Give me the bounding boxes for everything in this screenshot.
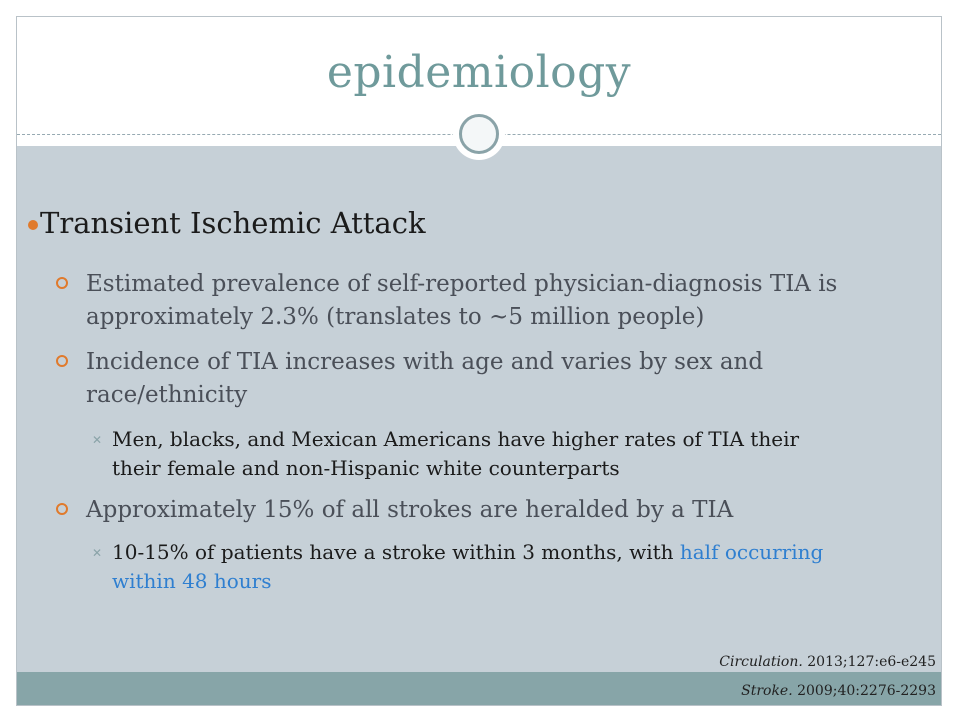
slide-title: epidemiology xyxy=(326,47,632,98)
ring-bullet-icon xyxy=(56,503,68,515)
sub-bullet-prevalence xyxy=(56,268,856,334)
stroke-risk-text: 10-15% of patients have a stroke within 3 months, with xyxy=(112,540,680,564)
sub-bullet-text: Approximately 15% of all strokes are heralded by a TIA xyxy=(86,497,734,523)
highlight-text: half occurring within 48 hours xyxy=(112,540,824,593)
citation-journal: Stroke. xyxy=(741,683,793,699)
sub-bullet-heralded xyxy=(56,494,856,527)
ring-bullet-icon xyxy=(56,277,68,289)
sub-sub-bullet-text: Men, blacks, and Mexican Americans have higher rates of TIA their their female and non-Hispanic white counterparts xyxy=(112,427,800,480)
main-heading: Transient Ischemic Attack xyxy=(40,206,426,240)
sub-bullet-text: Estimated prevalence of self-reported physician-diagnosis TIA is approximately 2.3% (translates to ~5 million people) xyxy=(86,271,838,330)
sub-sub-bullet-text xyxy=(92,538,852,596)
sub-bullet-incidence xyxy=(56,346,856,412)
sub-bullet-text: Incidence of TIA increases with age and varies by sex and race/ethnicity xyxy=(86,349,764,408)
citation-circulation xyxy=(719,654,936,670)
sub-sub-bullet-rates xyxy=(92,425,852,483)
citation-journal: Circulation. xyxy=(719,654,803,670)
citation-ref: 2009;40:2276-2293 xyxy=(792,683,936,699)
citation-ref: 2013;127:e6-e245 xyxy=(802,654,936,670)
main-bullet xyxy=(40,206,426,240)
citation-stroke xyxy=(741,683,936,699)
x-bullet-icon: ✕ xyxy=(92,546,103,560)
sub-sub-bullet-stroke-risk xyxy=(92,538,852,596)
ring-bullet-icon xyxy=(56,355,68,367)
x-bullet-icon: ✕ xyxy=(92,433,103,447)
bullet-dot-icon xyxy=(28,220,38,230)
